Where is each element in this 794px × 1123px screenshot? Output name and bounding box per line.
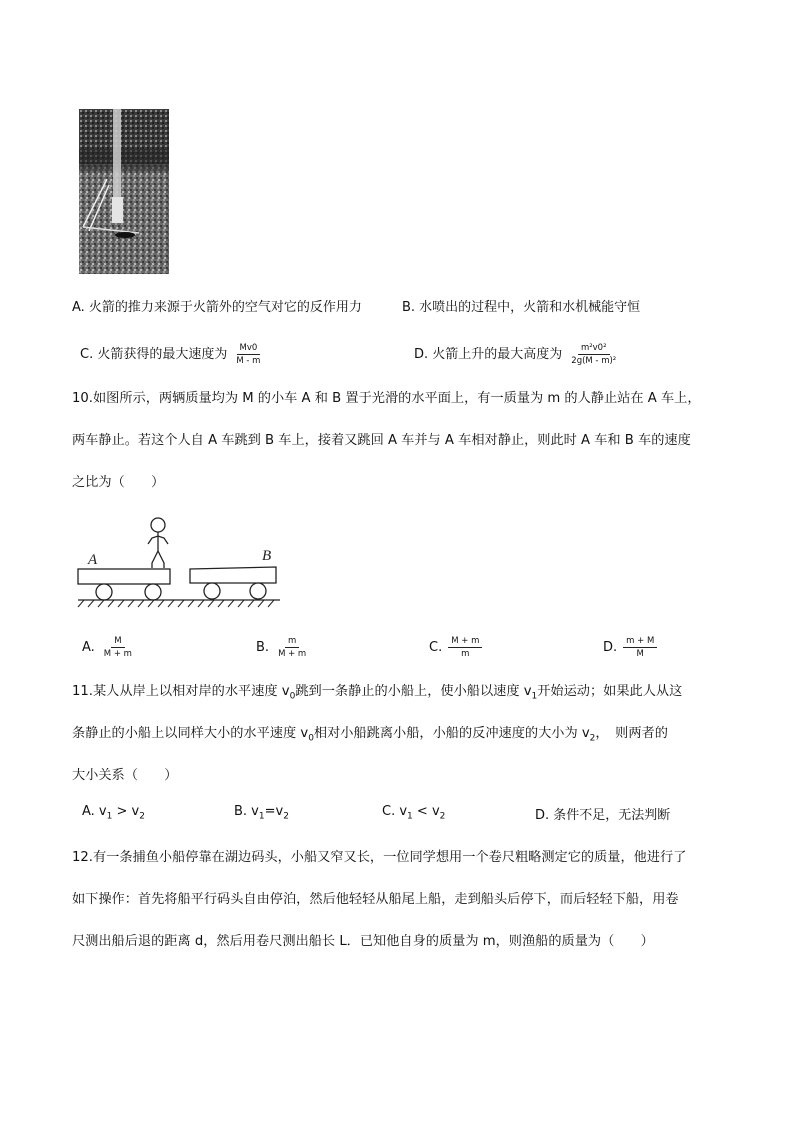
q10-option-c (429, 636, 482, 659)
q11-line-1-part-a: 11.某人从岸上以相对岸的水平速度 v (72, 684, 290, 699)
q11-line-2-part-c: ， 则两者的 (595, 726, 668, 741)
q10-option-b (256, 636, 309, 659)
q11-option-a-mid: > v (112, 804, 140, 819)
q10-option-c-denominator: m (461, 649, 470, 659)
q11-option-b-pre: B. v (234, 804, 259, 819)
q11-line-2-part-a: 条静止的小船上以同样大小的水平速度 v (72, 726, 309, 741)
cart-a-label: A (88, 552, 98, 568)
q10-option-d-letter: D. (603, 640, 618, 655)
q10-option-b-denominator: M + m (278, 649, 307, 659)
q10-option-a-numerator: M (111, 636, 124, 648)
q10-option-c-letter: C. (429, 640, 443, 655)
q10-option-c-numerator: M + m (448, 636, 482, 648)
water-rocket-photo-graphic (79, 109, 169, 274)
q10-option-d-numerator: m + M (623, 636, 657, 648)
q11-option-a-pre: A. v (82, 804, 107, 819)
water-rocket-photo (79, 109, 169, 274)
q10-line-1: 10.如图所示，两辆质量均为 M 的小车 A 和 B 置于光滑的水平面上，有一质量为 m 的人静止站在 A 车上， (72, 391, 701, 406)
q10-line-2: 两车静止。若这个人自 A 车跳到 B 车上，接着又跳回 A 车并与 A 车相对静止，则此时 A 车和 B 车的速度 (72, 433, 691, 448)
q11-option-b (234, 804, 289, 822)
q10-option-d-fraction (623, 636, 657, 659)
q10-option-b-fraction (275, 636, 309, 659)
q9-option-d-denominator: 2g(M - m)² (571, 356, 617, 366)
subscript-1: 1 (258, 811, 265, 822)
q10-option-a-letter: A. (82, 640, 95, 655)
q9-option-b: B. 水喷出的过程中，火箭和水机械能守恒 (402, 300, 641, 315)
q9-option-c-label: C. 火箭获得的最大速度为 (80, 347, 228, 362)
subscript-2: 2 (589, 733, 596, 744)
q12-line-1: 12.有一条捕鱼小船停靠在湖边码头，小船又窄又长，一位同学想用一个卷尺粗略测定它的质量，他进行了 (72, 850, 687, 865)
subscript-0: 0 (308, 733, 314, 744)
subscript-1: 1 (531, 691, 538, 702)
subscript-2: 2 (283, 811, 289, 822)
q9-option-d (414, 343, 619, 366)
carts-diagram (74, 508, 286, 614)
q11-option-c-pre: C. v (382, 804, 408, 819)
q9-option-c (80, 343, 263, 366)
q10-option-b-numerator: m (285, 636, 299, 648)
q9-option-c-fraction (233, 343, 263, 366)
q9-option-d-label: D. 火箭上升的最大高度为 (414, 347, 563, 362)
q11-line-1-part-c: 开始运动；如果此人从这 (537, 684, 683, 699)
q11-option-d: D. 条件不足，无法判断 (535, 808, 671, 823)
q10-option-c-fraction (448, 636, 482, 659)
cart-b-label: B (262, 548, 272, 564)
q12-line-2: 如下操作：首先将船平行码头自由停泊，然后他轻轻从船尾上船，走到船头后停下，而后轻轻下船，用卷 (72, 892, 679, 907)
q11-line-1 (72, 680, 682, 702)
q11-line-1-part-b: 跳到一条静止的小船上，使小船以速度 v (295, 684, 532, 699)
q10-option-d (603, 636, 657, 659)
q10-option-a (82, 636, 135, 659)
subscript-0: 0 (289, 691, 296, 702)
q9-option-a: A. 火箭的推力来源于火箭外的空气对它的反作用力 (72, 300, 362, 315)
q10-option-b-letter: B. (256, 640, 270, 655)
q10-option-a-fraction (101, 636, 135, 659)
q11-option-a (82, 804, 145, 822)
subscript-1: 1 (407, 811, 413, 822)
q11-option-b-mid: =v (264, 804, 284, 819)
q11-line-3: 大小关系（ ） (72, 768, 178, 783)
q11-line-2-part-b: 相对小船跳离小船，小船的反冲速度的大小为 v (313, 726, 590, 741)
q10-option-a-denominator: M + m (103, 649, 132, 659)
q9-option-c-numerator: Mv0 (237, 343, 261, 355)
carts-diagram-graphic (74, 508, 286, 614)
q11-option-c-mid: < v (412, 804, 440, 819)
q10-line-3: 之比为（ ） (72, 475, 165, 490)
q12-line-3: 尺测出船后退的距离 d，然后用卷尺测出船长 L．已知他自身的质量为 m，则渔船的质量为（ ） (72, 934, 654, 949)
q9-option-c-denominator: M - m (236, 356, 261, 366)
subscript-2: 2 (139, 811, 145, 822)
q9-option-d-numerator: m²v0² (578, 343, 610, 355)
q11-line-2 (72, 722, 668, 744)
q11-option-c (382, 804, 445, 822)
q9-option-d-fraction (568, 343, 619, 366)
q10-option-d-denominator: M (636, 649, 644, 659)
subscript-1: 1 (106, 811, 113, 822)
subscript-2: 2 (439, 811, 446, 822)
